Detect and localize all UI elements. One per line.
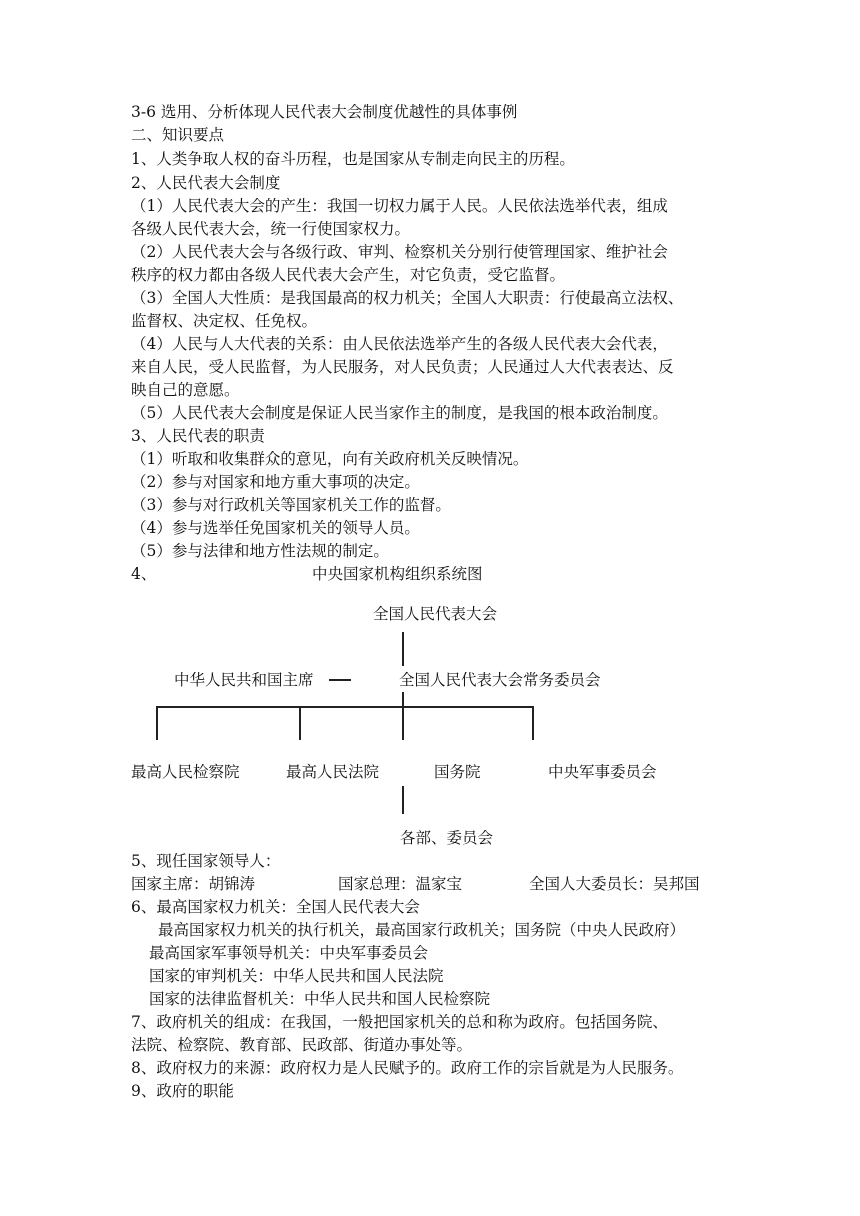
org-node-court: 最高人民法院 <box>286 763 380 781</box>
point-2-3-line-b: 监督权、决定权、任免权。 <box>131 312 318 330</box>
section-heading-knowledge-points: 二、知识要点 <box>131 126 225 144</box>
connector-state-council <box>402 706 404 740</box>
connector-president <box>329 679 351 681</box>
org-node-state-council: 国务院 <box>434 763 481 781</box>
point-2-heading: 2、人民代表大会制度 <box>131 174 281 192</box>
org-node-cmc: 中央军事委员会 <box>548 763 657 781</box>
connector-npc-npcsc <box>402 632 404 666</box>
connector-state-council-ministries <box>402 786 404 814</box>
org-node-president: 中华人民共和国主席 <box>174 671 314 689</box>
point-6-c: 国家的审判机关：中华人民共和国人民法院 <box>149 967 444 985</box>
org-node-npcsc: 全国人民代表大会常务委员会 <box>399 671 601 689</box>
point-4-number: 4、 <box>131 565 157 583</box>
heading-3-6: 3-6 选用、分析体现人民代表大会制度优越性的具体事例 <box>131 103 518 121</box>
point-2-1-line-a: （1）人民代表大会的产生：我国一切权力属于人民。人民依法选举代表，组成 <box>131 197 668 215</box>
connector-cmc <box>532 706 534 740</box>
connector-court <box>299 706 301 740</box>
point-8: 8、政府权力的来源：政府权力是人民赋予的。政府工作的宗旨就是为人民服务。 <box>131 1059 684 1077</box>
point-3-5: （5）参与法律和地方性法规的制定。 <box>131 542 389 560</box>
point-5-heading: 5、现任国家领导人： <box>131 852 281 870</box>
connector-horizontal-bus <box>156 706 533 708</box>
org-chart-title: 中央国家机构组织系统图 <box>312 565 483 583</box>
point-7-line-b: 法院、检察院、教育部、民政部、街道办事处等。 <box>131 1036 473 1054</box>
org-node-procuratorate: 最高人民检察院 <box>131 763 240 781</box>
point-2-4-line-a: （4）人民与人大代表的关系：由人民依法选举产生的各级人民代表大会代表， <box>131 335 668 353</box>
connector-procuratorate <box>156 706 158 740</box>
point-1: 1、人类争取人权的奋斗历程，也是国家从专制走向民主的历程。 <box>131 150 575 168</box>
point-3-heading: 3、人民代表的职责 <box>131 427 265 445</box>
point-9-heading: 9、政府的职能 <box>131 1082 234 1100</box>
point-3-4: （4）参与选举任免国家机关的领导人员。 <box>131 519 420 537</box>
point-2-1-line-b: 各级人民代表大会，统一行使国家权力。 <box>131 220 411 238</box>
point-6-b: 最高国家军事领导机关：中央军事委员会 <box>149 944 429 962</box>
point-2-3-line-a: （3）全国人大性质：是我国最高的权力机关；全国人大职责：行使最高立法权、 <box>131 289 684 307</box>
org-node-ministries: 各部、委员会 <box>400 829 494 847</box>
leader-president: 国家主席：胡锦涛 <box>131 875 256 893</box>
point-3-1: （1）听取和收集群众的意见，向有关政府机关反映情况。 <box>131 450 529 468</box>
leader-npc-chair: 全国人大委员长：吴邦国 <box>529 875 700 893</box>
point-2-2-line-a: （2）人民代表大会与各级行政、审判、检察机关分别行使管理国家、维护社会 <box>131 243 668 261</box>
point-6-a: 最高国家权力机关的执行机关，最高国家行政机关；国务院（中央人民政府） <box>158 921 686 939</box>
point-3-2: （2）参与对国家和地方重大事项的决定。 <box>131 473 420 491</box>
leader-premier: 国家总理：温家宝 <box>338 875 463 893</box>
point-7-line-a: 7、政府机关的组成：在我国，一般把国家机关的总和称为政府。包括国务院、 <box>131 1013 668 1031</box>
point-3-3: （3）参与对行政机关等国家机关工作的监督。 <box>131 496 451 514</box>
point-2-4-line-b: 来自人民，受人民监督，为人民服务，对人民负责；人民通过人大代表表达、反 <box>131 358 674 376</box>
point-6-heading: 6、最高国家权力机关：全国人民代表大会 <box>131 898 420 916</box>
point-2-4-line-c: 映自己的意愿。 <box>131 381 240 399</box>
connector-npcsc-down <box>402 692 404 706</box>
point-2-5: （5）人民代表大会制度是保证人民当家作主的制度，是我国的根本政治制度。 <box>131 404 668 422</box>
org-node-npc: 全国人民代表大会 <box>373 605 498 623</box>
point-2-2-line-b: 秩序的权力都由各级人民代表大会产生，对它负责，受它监督。 <box>131 266 566 284</box>
point-6-d: 国家的法律监督机关：中华人民共和国人民检察院 <box>149 990 491 1008</box>
